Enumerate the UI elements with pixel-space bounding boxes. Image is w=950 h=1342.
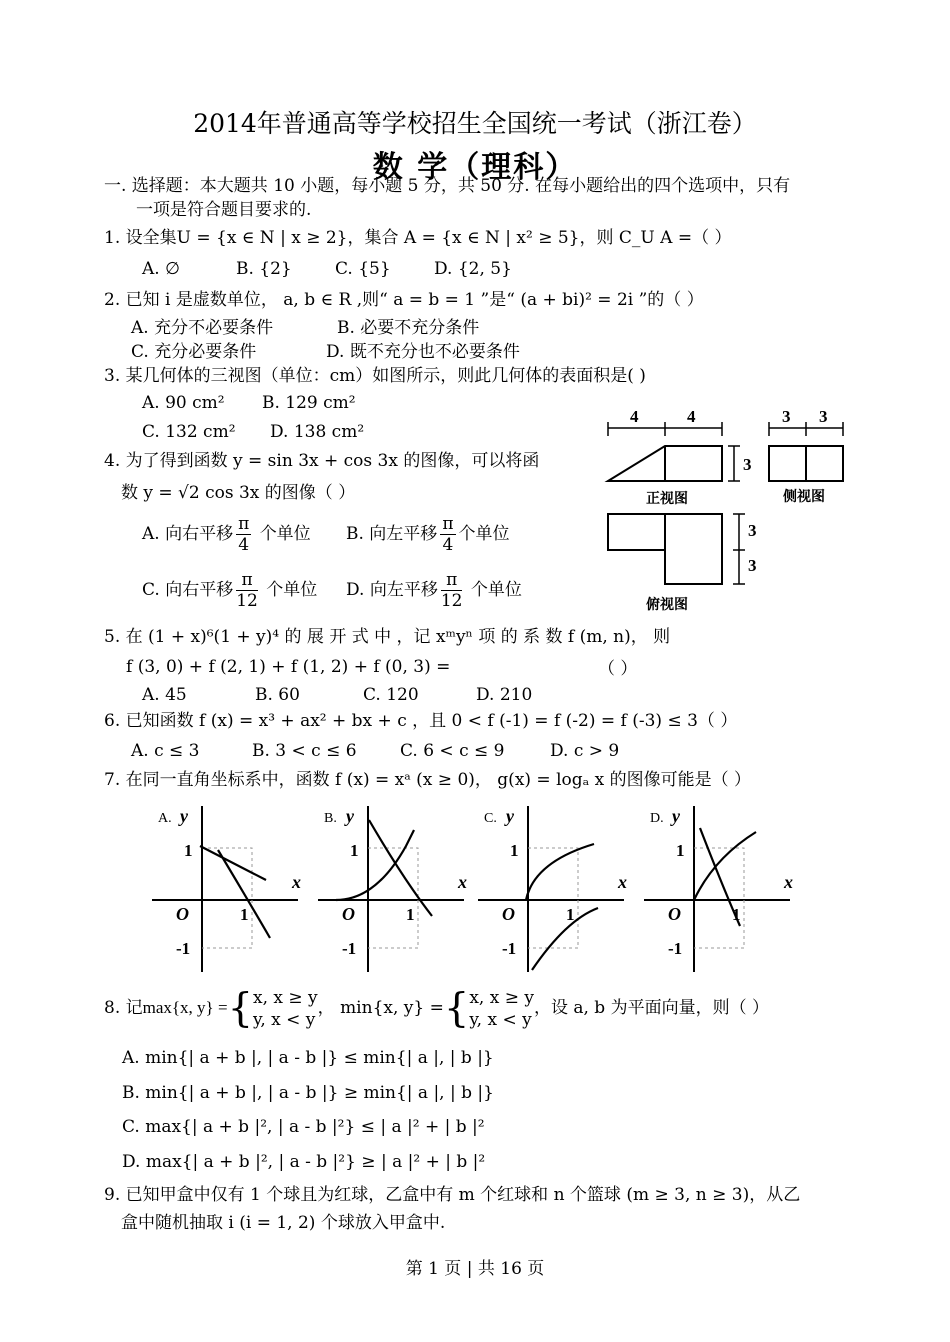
question-6-option-a: A. c ≤ 3 xyxy=(131,741,200,761)
question-2-option-b: B. 必要不充分条件 xyxy=(337,318,480,338)
side-view-label: 侧视图 xyxy=(783,489,825,505)
graph-label-xone: 1 xyxy=(240,905,249,924)
graph-label-y: y xyxy=(506,806,514,826)
graph-label-x: x xyxy=(292,872,301,892)
question-2-stem: 2. 已知 i 是虚数单位， a, b ∈ R ,则“ a = b = 1 ”是“ (a + bi)² = 2i ”的（ ） xyxy=(104,290,704,310)
question-3-option-d: D. 138 cm² xyxy=(270,422,365,442)
question-1-option-a: A. ∅ xyxy=(142,259,180,279)
graph-label-x: x xyxy=(618,872,627,892)
question-9-line2: 盒中随机抽取 i (i = 1, 2) 个球放入甲盒中. xyxy=(121,1213,446,1233)
question-7-stem: 7. 在同一直角坐标系中，函数 f (x) = xᵃ (x ≥ 0)， g(x) = logₐ x 的图像可能是（ ） xyxy=(104,770,751,790)
dim-top-lower: 3 xyxy=(748,556,757,575)
question-5-stem-line1: 5. 在 (1 + x)⁶(1 + y)⁴ 的 展 开 式 中 ，记 xᵐyⁿ 项 的 系 数 f (m, n)， 则 xyxy=(104,627,671,647)
question-5-option-b: B. 60 xyxy=(255,685,300,705)
dim-side-left: 3 xyxy=(782,407,791,426)
fraction-pi-12: $\frac{\pi}{12}$ xyxy=(236,570,258,611)
question-3-option-b: B. 129 cm² xyxy=(262,393,356,413)
question-2-option-d: D. 既不充分也不必要条件 xyxy=(326,342,520,362)
graph-label-one: 1 xyxy=(184,841,193,860)
max-cases: x, x ≥ y y, x < y xyxy=(253,987,318,1030)
graph-c xyxy=(478,806,627,972)
question-6-stem: 6. 已知函数 f (x) = x³ + ax² + bx + c ，且 0 < f (-1) = f (-2) = f (-3) ≤ 3（ ） xyxy=(104,711,738,731)
graph-label-y: y xyxy=(180,806,188,826)
graph-label-neg: -1 xyxy=(668,939,683,958)
question-3-stem: 3. 某几何体的三视图（单位：cm）如图所示，则此几何体的表面积是( ) xyxy=(104,366,646,386)
curve-1 xyxy=(336,830,414,900)
question-9-line1: 9. 已知甲盒中仅有 1 个球且为红球，乙盒中有 m 个红球和 n 个篮球 (m ≥ 3, n ≥ 3)，从乙 xyxy=(104,1185,801,1205)
graph-label-one: 1 xyxy=(510,841,519,860)
question-2-option-c: C. 充分必要条件 xyxy=(131,342,257,362)
graph-d xyxy=(644,806,793,972)
graph-b xyxy=(318,806,467,972)
dim-front-height: 3 xyxy=(743,455,752,474)
front-view-label: 正视图 xyxy=(646,491,688,507)
graph-label-one: 1 xyxy=(350,841,359,860)
graph-label-x: x xyxy=(784,872,793,892)
graph-label-label: D. xyxy=(650,811,664,826)
question-8-option-b: B. min{| a + b |, | a - b |} ≥ min{| a |, | b |} xyxy=(122,1083,494,1103)
graph-label-o: O xyxy=(176,904,189,924)
question-5-answer-paren: （ ） xyxy=(598,659,638,679)
question-3-option-c: C. 132 cm² xyxy=(142,422,236,442)
dim-side-right: 3 xyxy=(819,407,828,426)
graph-a xyxy=(152,806,301,972)
top-view-label: 俯视图 xyxy=(646,597,688,613)
graph-label-xone: 1 xyxy=(732,905,741,924)
graph-label-x: x xyxy=(458,872,467,892)
dim-top-upper: 3 xyxy=(748,521,757,540)
curve-2 xyxy=(218,850,270,938)
question-4-option-b: B. 向左平移 $\frac{\pi}{4}$ 个单位 xyxy=(346,514,510,555)
graph-label-xone: 1 xyxy=(406,905,415,924)
question-1-option-d: D. {2, 5} xyxy=(434,259,512,279)
question-4-option-d: D. 向左平移 $\frac{\pi}{12}$ 个单位 xyxy=(346,570,522,611)
question-6-option-b: B. 3 < c ≤ 6 xyxy=(252,741,357,761)
exam-subtitle: 数 学（理科） xyxy=(372,150,578,185)
fraction-pi-12: $\frac{\pi}{12}$ xyxy=(440,570,463,611)
question-5-option-d: D. 210 xyxy=(476,685,533,705)
question-8-option-c: C. max{| a + b |², | a - b |²} ≤ | a |² + | b |² xyxy=(122,1117,485,1137)
graph-label-xone: 1 xyxy=(566,905,575,924)
question-4-option-a: A. 向右平移 $\frac{\pi}{4}$ 个单位 xyxy=(142,514,311,555)
curve-1 xyxy=(526,844,594,900)
graph-label-label: C. xyxy=(484,811,497,826)
graph-label-o: O xyxy=(502,904,515,924)
guide-lines xyxy=(368,848,418,948)
graph-label-neg: -1 xyxy=(502,939,517,958)
fraction-pi-4: $\frac{\pi}{4}$ xyxy=(442,514,454,555)
curve-2 xyxy=(369,820,432,916)
question-8-stem: 8. 记max{x, y} ={ x, x ≥ y y, x < y ， min{x, y} ={ x, x ≥ y y, x < y ，设 a, b 为平面向量，则（ ） xyxy=(104,985,769,1032)
graph-label-one: 1 xyxy=(676,841,685,860)
question-6-option-c: C. 6 < c ≤ 9 xyxy=(400,741,505,761)
section-intro-line2: 一项是符合题目要求的. xyxy=(136,200,312,220)
fraction-pi-4: $\frac{\pi}{4}$ xyxy=(238,514,250,555)
graph-label-o: O xyxy=(668,904,681,924)
dim-front-left: 4 xyxy=(630,407,639,426)
question-1-stem: 1. 设全集U = {x ∈ N | x ≥ 2}，集合 A = {x ∈ N | x² ≥ 5}，则 C_U A =（ ） xyxy=(104,228,732,248)
question-2-option-a: A. 充分不必要条件 xyxy=(131,318,274,338)
question-8-option-a: A. min{| a + b |, | a - b |} ≤ min{| a |, | b |} xyxy=(122,1048,494,1068)
question-5-option-c: C. 120 xyxy=(363,685,419,705)
exam-title: 2014年普通高等学校招生全国统一考试（浙江卷） xyxy=(193,109,757,138)
graph-label-y: y xyxy=(672,806,680,826)
question-7-graphs xyxy=(148,800,810,978)
question-3-option-a: A. 90 cm² xyxy=(142,393,225,413)
question-1-option-b: B. {2} xyxy=(236,259,292,279)
page-footer: 第 1 页 | 共 16 页 xyxy=(405,1259,545,1279)
graph-label-y: y xyxy=(346,806,354,826)
section-intro-line1: 一. 选择题：本大题共 10 小题，每小题 5 分，共 50 分. 在每小题给出的四个选项中，只有 xyxy=(104,176,791,196)
question-5-option-a: A. 45 xyxy=(142,685,187,705)
three-view-figure xyxy=(598,402,860,618)
question-5-stem-line2: f (3, 0) + f (2, 1) + f (1, 2) + f (0, 3) = xyxy=(126,657,451,677)
graph-label-label: A. xyxy=(158,811,172,826)
question-4-option-c: C. 向右平移 $\frac{\pi}{12}$ 个单位 xyxy=(142,570,318,611)
min-cases: x, x ≥ y y, x < y xyxy=(469,987,534,1030)
graph-label-neg: -1 xyxy=(342,939,357,958)
question-4-stem-line2: 数 y = √2 cos 3x 的图像（ ） xyxy=(121,483,356,503)
curve-2 xyxy=(532,908,598,970)
question-8-option-d: D. max{| a + b |², | a - b |²} ≥ | a |² + | b |² xyxy=(122,1152,486,1172)
question-4-stem-line1: 4. 为了得到函数 y = sin 3x + cos 3x 的图像，可以将函 xyxy=(104,451,540,471)
graph-label-o: O xyxy=(342,904,355,924)
dim-front-right: 4 xyxy=(687,407,696,426)
graph-label-label: B. xyxy=(324,811,337,826)
question-6-option-d: D. c > 9 xyxy=(550,741,620,761)
question-1-option-c: C. {5} xyxy=(335,259,391,279)
graph-label-neg: -1 xyxy=(176,939,191,958)
